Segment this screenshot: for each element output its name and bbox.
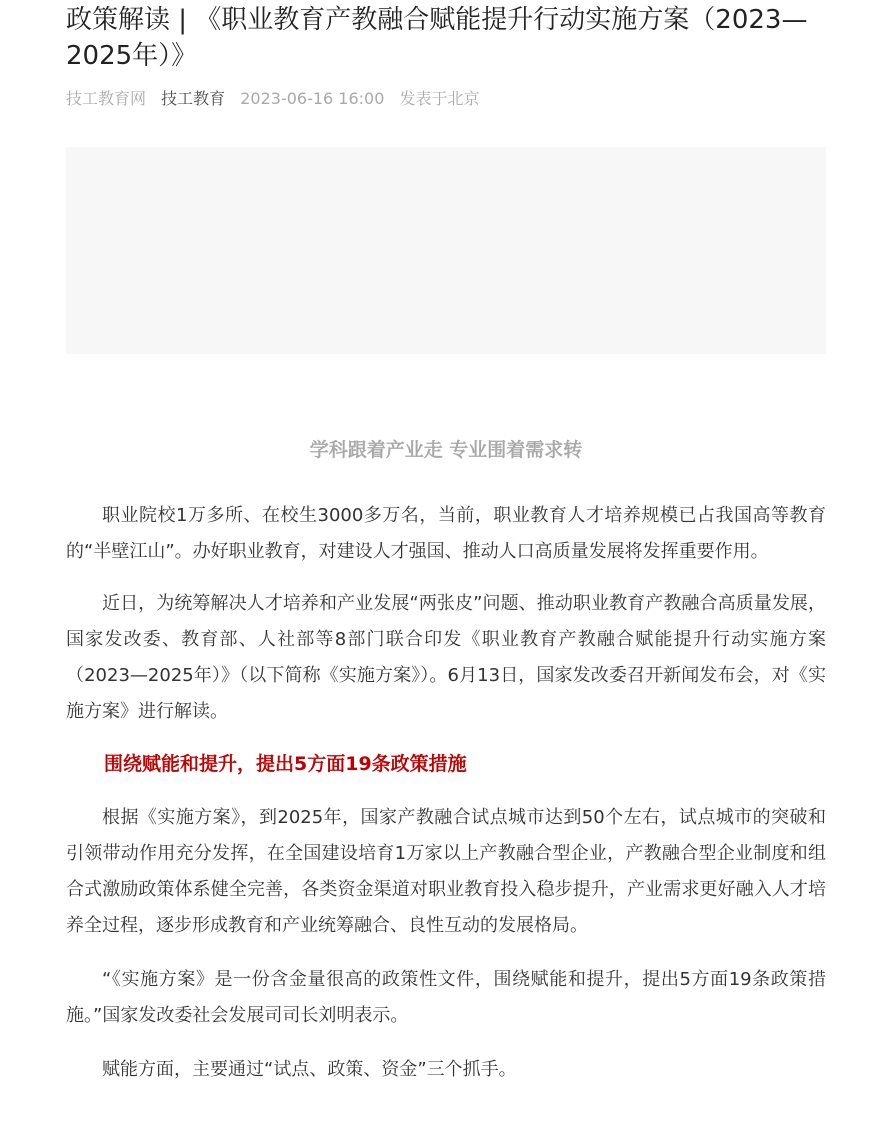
- paragraph-2: 近日，为统筹解决人才培养和产业发展“两张皮”问题、推动职业教育产教融合高质量发展，国家发改委、教育部、人社部等8部门联合印发《职业教育产教融合赋能提升行动实施方案（2023—2025年）》（以下简称《实施方案》）。6月13日，国家发改委召开新闻发布会，对《实施方案》进行解读。: [66, 593, 826, 722]
- account-link[interactable]: 技工教育: [161, 89, 226, 108]
- paragraph-3: 根据《实施方案》，到2025年，国家产教融合试点城市达到50个左右，试点城市的突破和引领带动作用充分发挥，在全国建设培育1万家以上产教融合型企业，产教融合型企业制度和组合式激励政策体系健全完善，各类资金渠道对职业教育投入稳步提升，产业需求更好融入人才培养全过程，逐步形成教育和产业统筹融合、良性互动的发展格局。: [66, 807, 826, 936]
- article: [66, 0, 826, 1088]
- paragraph-1: 职业院校1万多所、在校生3000多万名，当前，职业教育人才培养规模已占我国高等教育的“半壁江山”。办好职业教育，对建设人才强国、推动人口高质量发展将发挥重要作用。: [66, 505, 826, 562]
- article-image: [66, 147, 826, 354]
- paragraph-5: 赋能方面，主要通过“试点、政策、资金”三个抓手。: [102, 1059, 517, 1080]
- article-subtitle: 学科跟着产业走 专业围着需求转: [309, 439, 583, 461]
- section-heading: 围绕赋能和提升，提出5方面19条政策措施: [104, 753, 467, 775]
- source-name: 技工教育网: [66, 89, 147, 108]
- publish-location: 发表于北京: [399, 89, 480, 108]
- article-title: 政策解读 | 《职业教育产教融合赋能提升行动实施方案（2023—2025年）》: [66, 5, 808, 71]
- paragraph-4: “《实施方案》是一份含金量很高的政策性文件，围绕赋能和提升，提出5方面19条政策措施。”国家发改委社会发展司司长刘明表示。: [66, 969, 826, 1026]
- article-meta: [66, 88, 826, 110]
- publish-datetime: 2023-06-16 16:00: [240, 89, 385, 108]
